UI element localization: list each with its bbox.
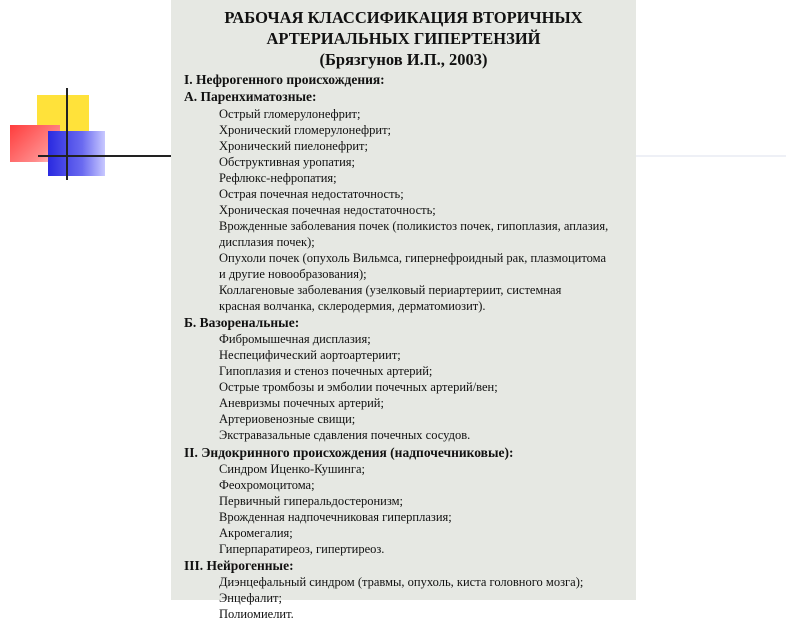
list-item: красная волчанка, склеродермия, дерматомиозит).	[219, 299, 486, 313]
list-item: Синдром Иценко-Кушинга;	[219, 462, 365, 476]
list-item: Феохромоцитома;	[219, 478, 315, 492]
list-item: Острые тромбозы и эмболии почечных артерий/вен;	[219, 380, 498, 394]
list-item: Артериовенозные свищи;	[219, 412, 356, 426]
decor-vertical-line	[66, 88, 68, 180]
list-item: Врожденная надпочечниковая гиперплазия;	[219, 510, 452, 524]
list-item: Первичный гиперальдостеронизм;	[219, 494, 404, 508]
list-item: Хроническая почечная недостаточность;	[219, 203, 436, 217]
list-item: Диэнцефальный синдром (травмы, опухоль, киста головного мозга);	[219, 575, 584, 589]
list-item: Акромегалия;	[219, 526, 293, 540]
list-item: Энцефалит;	[219, 591, 282, 605]
section-heading-nephrogenic: I. Нефрогенного происхождения:	[184, 72, 385, 87]
list-item: Аневризмы почечных артерий;	[219, 396, 384, 410]
list-item: Острый гломерулонефрит;	[219, 107, 361, 121]
list-item: Экстравазальные сдавления почечных сосудов.	[219, 428, 471, 442]
decor-horizontal-line	[38, 155, 173, 157]
decor-faint-line	[636, 155, 786, 157]
list-item: Врожденные заболевания почек (поликистоз почек, гипоплазия, аплазия,	[219, 219, 609, 233]
page-title-author: (Брязгунов И.П., 2003)	[319, 50, 488, 69]
section-heading-neurogenic: III. Нейрогенные:	[184, 558, 294, 573]
subsection-heading-parenchymal: А. Паренхиматозные:	[184, 89, 317, 104]
list-item: Хронический пиелонефрит;	[219, 139, 368, 153]
list-item: Обструктивная уропатия;	[219, 155, 355, 169]
scanned-document	[171, 0, 636, 621]
list-item: Опухоли почек (опухоль Вильмса, гипернефроидный рак, плазмоцитома	[219, 251, 606, 265]
subsection-heading-vasorenal: Б. Вазоренальные:	[184, 315, 300, 330]
list-item: Острая почечная недостаточность;	[219, 187, 404, 201]
list-item: Коллагеновые заболевания (узелковый периартериит, системная	[219, 283, 562, 297]
list-item: Рефлюкс-нефропатия;	[219, 171, 337, 185]
page-title-line-1: РАБОЧАЯ КЛАССИФИКАЦИЯ ВТОРИЧНЫХ	[224, 8, 583, 27]
list-item: Фибромышечная дисплазия;	[219, 332, 371, 346]
section-heading-endocrine: II. Эндокринного происхождения (надпочечниковые):	[184, 445, 514, 460]
list-item: Гиперпаратиреоз, гипертиреоз.	[219, 542, 385, 556]
list-item: Неспецифический аортоартериит;	[219, 348, 401, 362]
list-item: дисплазия почек);	[219, 235, 315, 249]
list-item: Хронический гломерулонефрит;	[219, 123, 392, 137]
decor-blue-square	[48, 131, 105, 176]
list-item: Гипоплазия и стеноз почечных артерий;	[219, 364, 433, 378]
page-title-line-2: АРТЕРИАЛЬНЫХ ГИПЕРТЕНЗИЙ	[266, 29, 541, 48]
list-item: и другие новообразования);	[219, 267, 367, 281]
list-item: Полиомиелит.	[219, 607, 294, 621]
